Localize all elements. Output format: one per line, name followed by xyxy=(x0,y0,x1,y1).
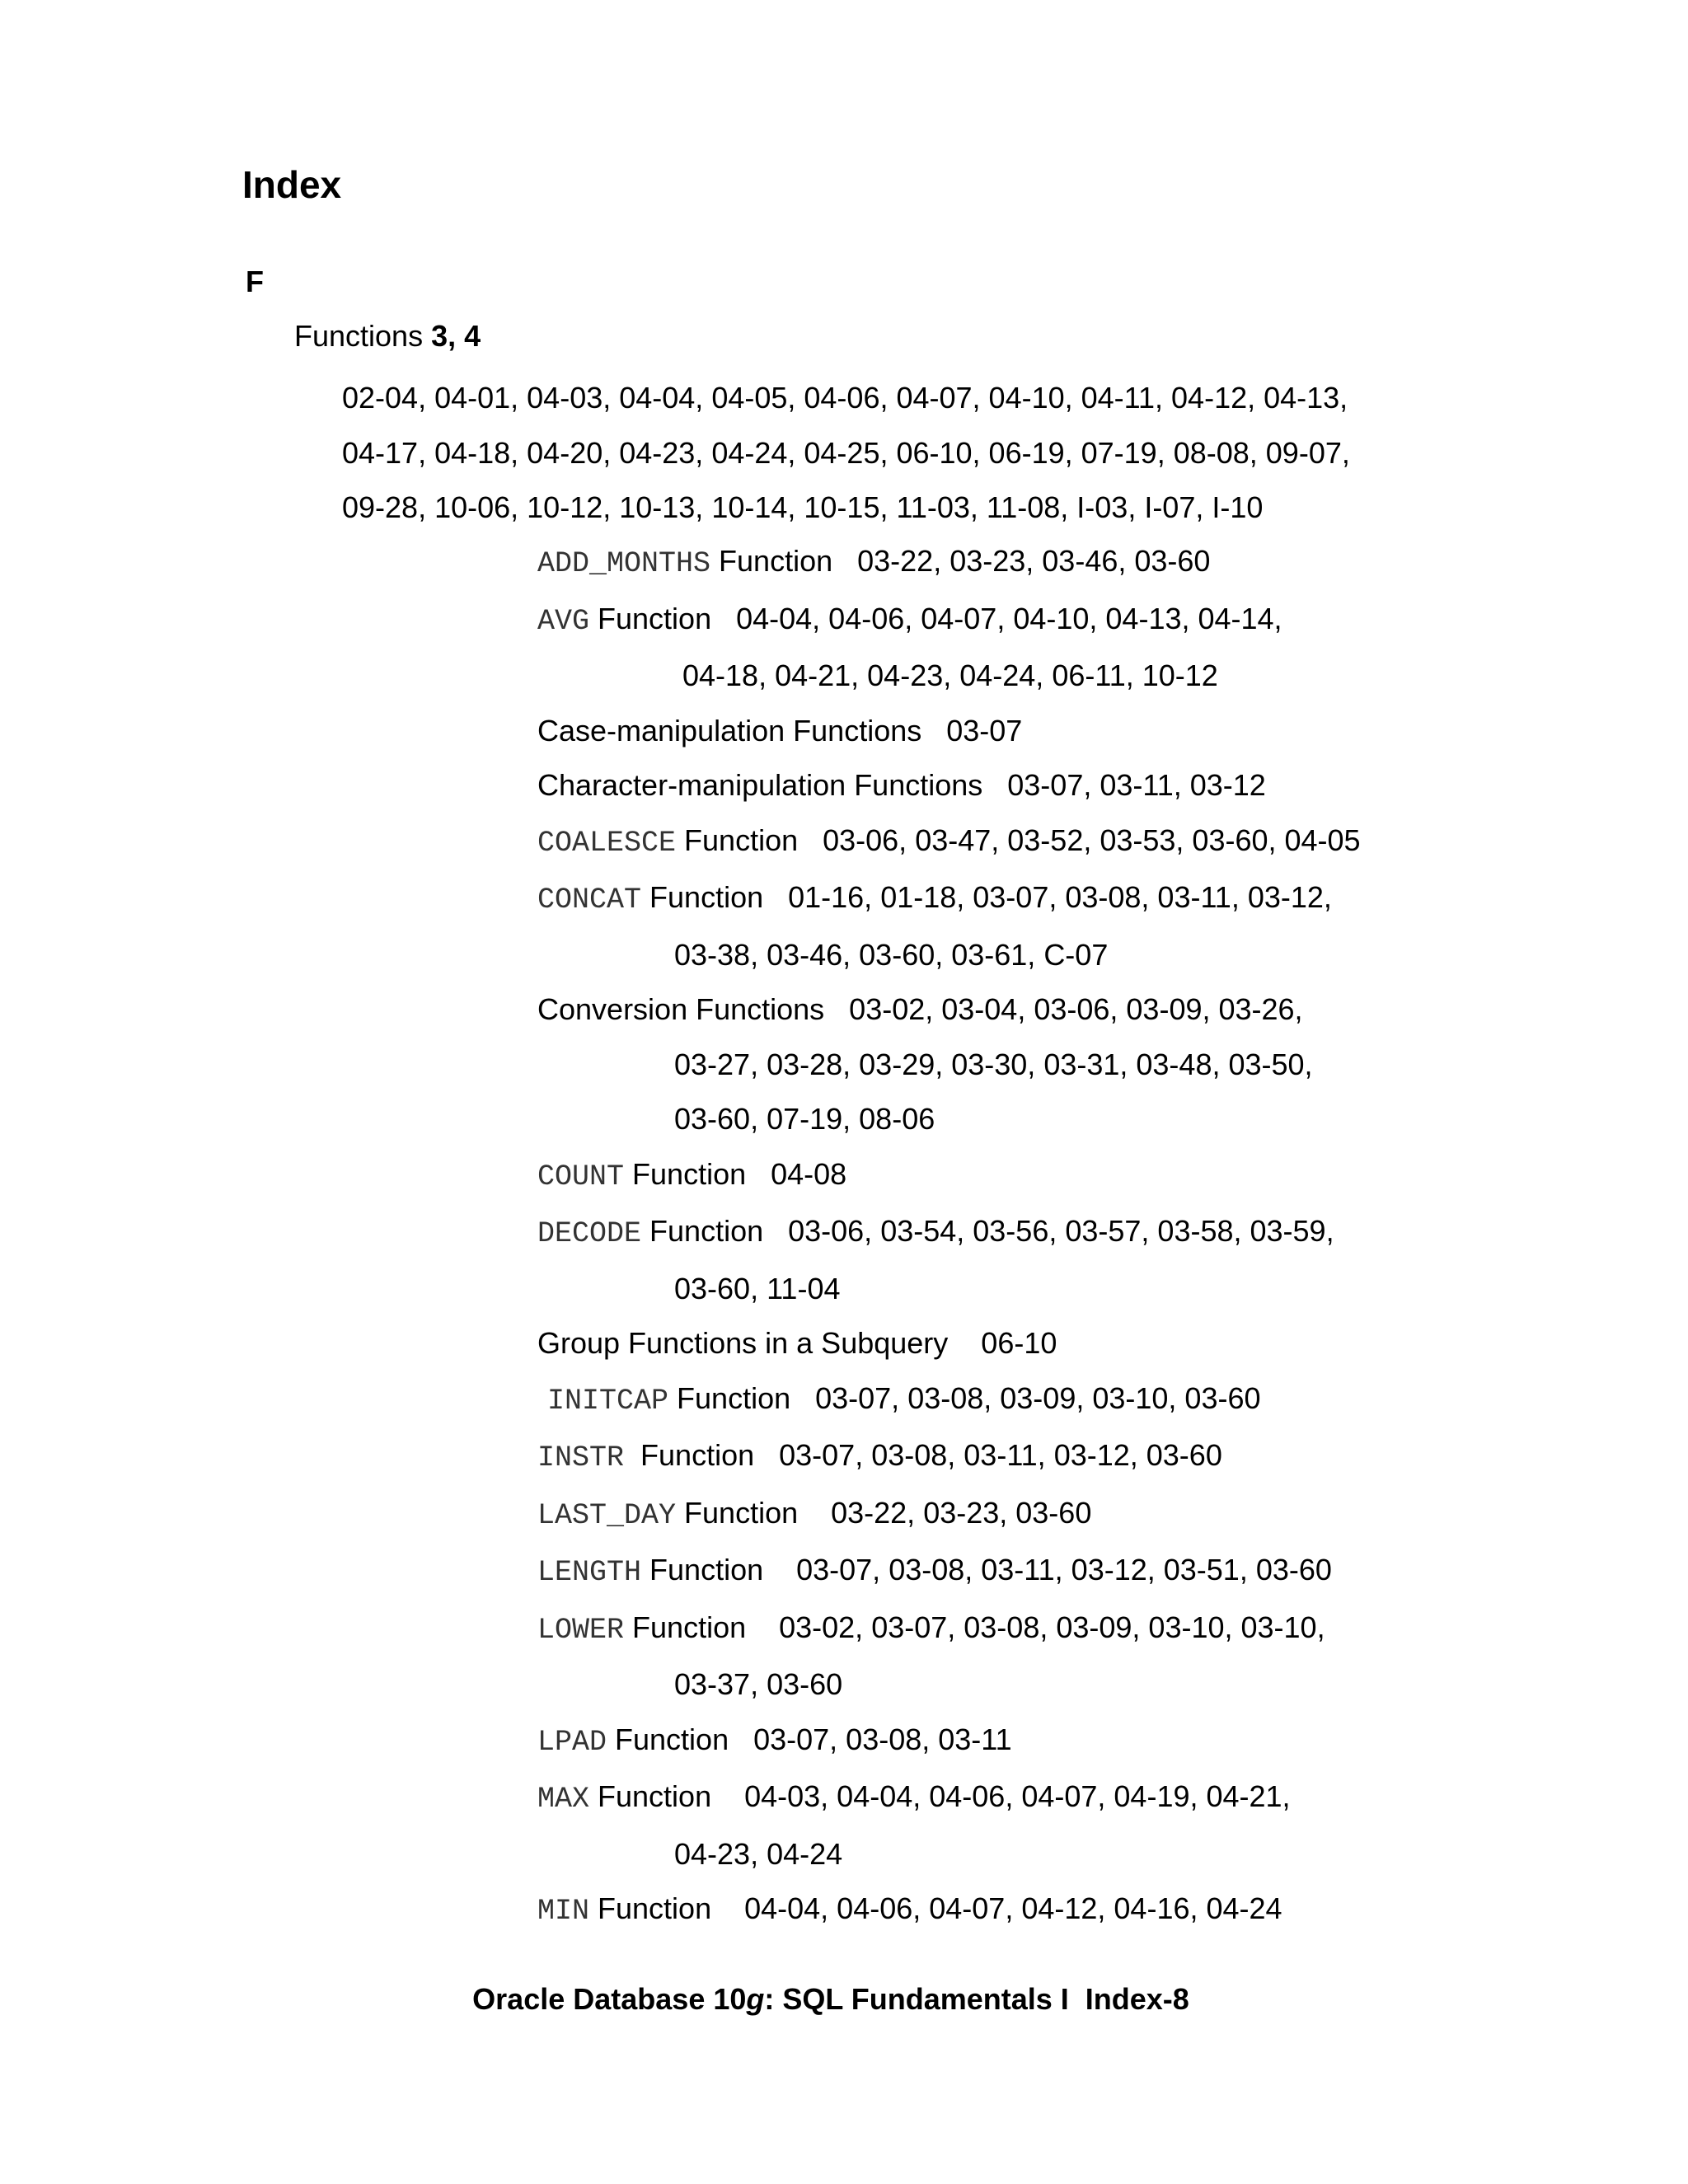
entry-term: Function xyxy=(607,1722,729,1756)
index-entry xyxy=(537,982,1609,1147)
entry-pages: 03-07, 03-08, 03-11 xyxy=(753,1722,1012,1756)
heading-pages: 3, 4 xyxy=(431,319,481,353)
index-entry xyxy=(537,1882,1609,1939)
entry-term: Case-manipulation Functions xyxy=(537,713,922,748)
index-entry xyxy=(537,1486,1609,1544)
entry-term: Function xyxy=(641,1214,764,1248)
entry-pages: 04-03, 04-04, 04-06, 04-07, 04-19, 04-21, xyxy=(744,1779,1291,1813)
index-entry xyxy=(537,534,1609,592)
entry-pages: 03-22, 03-23, 03-60 xyxy=(831,1495,1092,1530)
entry-term: Function xyxy=(624,1156,747,1191)
entry-pages: 03-07, 03-08, 03-09, 03-10, 03-60 xyxy=(815,1380,1261,1415)
entry-pages-continued: 04-18, 04-21, 04-23, 04-24, 06-11, 10-12 xyxy=(682,658,1218,692)
footer-title-prefix: Oracle Database 10 xyxy=(472,1982,747,2016)
entry-pages: 06-10 xyxy=(981,1326,1057,1360)
entry-code: LENGTH xyxy=(537,1556,642,1589)
index-subentries xyxy=(537,534,1609,1939)
entry-pages-continued: 03-27, 03-28, 03-29, 03-30, 03-31, 03-48, 03-50, xyxy=(674,1047,1313,1081)
index-entry xyxy=(537,1713,1609,1770)
entry-code: ADD_MONTHS xyxy=(537,547,711,580)
index-entry xyxy=(537,704,1609,759)
entry-pages: 03-06, 03-54, 03-56, 03-57, 03-58, 03-59, xyxy=(788,1214,1334,1248)
index-entry xyxy=(537,758,1609,813)
entry-pages: 03-07, 03-08, 03-11, 03-12, 03-60 xyxy=(779,1438,1222,1472)
entry-term: Function xyxy=(641,880,764,914)
page-title: Index xyxy=(242,163,342,206)
entry-pages: 03-22, 03-23, 03-46, 03-60 xyxy=(857,544,1211,578)
entry-pages-continued: 03-38, 03-46, 03-60, 03-61, C-07 xyxy=(674,937,1109,972)
entry-pages: 03-07 xyxy=(946,713,1023,748)
entry-pages: 03-02, 03-04, 03-06, 03-09, 03-26, xyxy=(849,992,1303,1026)
index-entry xyxy=(537,1428,1609,1486)
entry-pages: 03-07, 03-11, 03-12 xyxy=(1007,768,1266,802)
entry-code: AVG xyxy=(537,604,590,638)
entry-term: Function xyxy=(676,1495,799,1530)
main-page-references xyxy=(342,371,1414,536)
entry-code: COALESCE xyxy=(537,826,677,860)
entry-term: Function xyxy=(668,1380,791,1415)
entry-code: INITCAP xyxy=(547,1384,669,1418)
entry-pages-continued: 03-37, 03-60 xyxy=(674,1667,843,1701)
entry-pages-continued: 04-23, 04-24 xyxy=(674,1836,843,1871)
entry-code: INSTR xyxy=(537,1441,625,1474)
entry-pages-continued: 03-60, 07-19, 08-06 xyxy=(674,1102,935,1136)
entry-pages: 03-07, 03-08, 03-11, 03-12, 03-51, 03-60 xyxy=(796,1553,1332,1586)
page-reference-line: 04-17, 04-18, 04-20, 04-23, 04-24, 04-25, 06-10, 06-19, 07-19, 08-08, 09-07, xyxy=(342,435,1350,470)
page-reference-line: 02-04, 04-01, 04-03, 04-04, 04-05, 04-06, 04-07, 04-10, 04-11, 04-12, 04-13, xyxy=(342,381,1348,415)
entry-term: Function xyxy=(676,823,799,857)
index-entry xyxy=(537,592,1609,704)
index-entry xyxy=(537,1147,1609,1205)
entry-term: Function xyxy=(624,1610,747,1644)
entry-term: Function xyxy=(710,544,833,578)
entry-code: MAX xyxy=(537,1783,590,1816)
entry-pages: 04-04, 04-06, 04-07, 04-12, 04-16, 04-24 xyxy=(744,1891,1282,1925)
entry-term: Function xyxy=(641,1553,764,1586)
section-letter: F xyxy=(246,265,264,298)
index-entry xyxy=(537,1316,1609,1371)
entry-term: Conversion Functions xyxy=(537,992,825,1026)
entry-code: MIN xyxy=(537,1895,590,1928)
entry-pages: 04-08 xyxy=(771,1156,847,1191)
entry-code: LAST_DAY xyxy=(537,1498,677,1532)
entry-code: DECODE xyxy=(537,1217,642,1250)
index-heading-functions xyxy=(294,318,481,354)
entry-term: Character-manipulation Functions xyxy=(537,768,983,802)
entry-term: Group Functions in a Subquery xyxy=(537,1326,949,1360)
entry-term: Function xyxy=(589,1779,712,1813)
page-footer xyxy=(0,1981,1688,2018)
index-entry xyxy=(537,870,1609,982)
entry-term: Function xyxy=(589,601,712,635)
entry-code: LPAD xyxy=(537,1725,607,1759)
index-entry xyxy=(537,1204,1609,1316)
entry-pages: 04-04, 04-06, 04-07, 04-10, 04-13, 04-14, xyxy=(736,601,1282,635)
heading-term: Functions xyxy=(294,319,424,353)
entry-pages: 01-16, 01-18, 03-07, 03-08, 03-11, 03-12, xyxy=(788,880,1332,914)
index-entry xyxy=(537,1769,1609,1882)
entry-code: LOWER xyxy=(537,1613,625,1647)
entry-pages-continued: 03-60, 11-04 xyxy=(674,1271,841,1305)
index-entry xyxy=(537,1543,1609,1601)
entry-pages: 03-06, 03-47, 03-52, 03-53, 03-60, 04-05 xyxy=(823,823,1361,857)
footer-title-italic: g xyxy=(746,1982,765,2016)
page-reference-line: 09-28, 10-06, 10-12, 10-13, 10-14, 10-15, 11-03, 11-08, I-03, I-07, I-10 xyxy=(342,490,1264,524)
entry-term: Function xyxy=(589,1891,712,1925)
entry-pages: 03-02, 03-07, 03-08, 03-09, 03-10, 03-10, xyxy=(779,1610,1325,1644)
index-entry xyxy=(537,813,1609,871)
index-entry xyxy=(537,1371,1609,1429)
entry-code: COUNT xyxy=(537,1160,625,1193)
footer-title-suffix: : SQL Fundamentals I Index-8 xyxy=(764,1982,1189,2016)
index-entry xyxy=(537,1601,1609,1713)
entry-term: Function xyxy=(624,1438,755,1472)
entry-code: CONCAT xyxy=(537,883,642,916)
